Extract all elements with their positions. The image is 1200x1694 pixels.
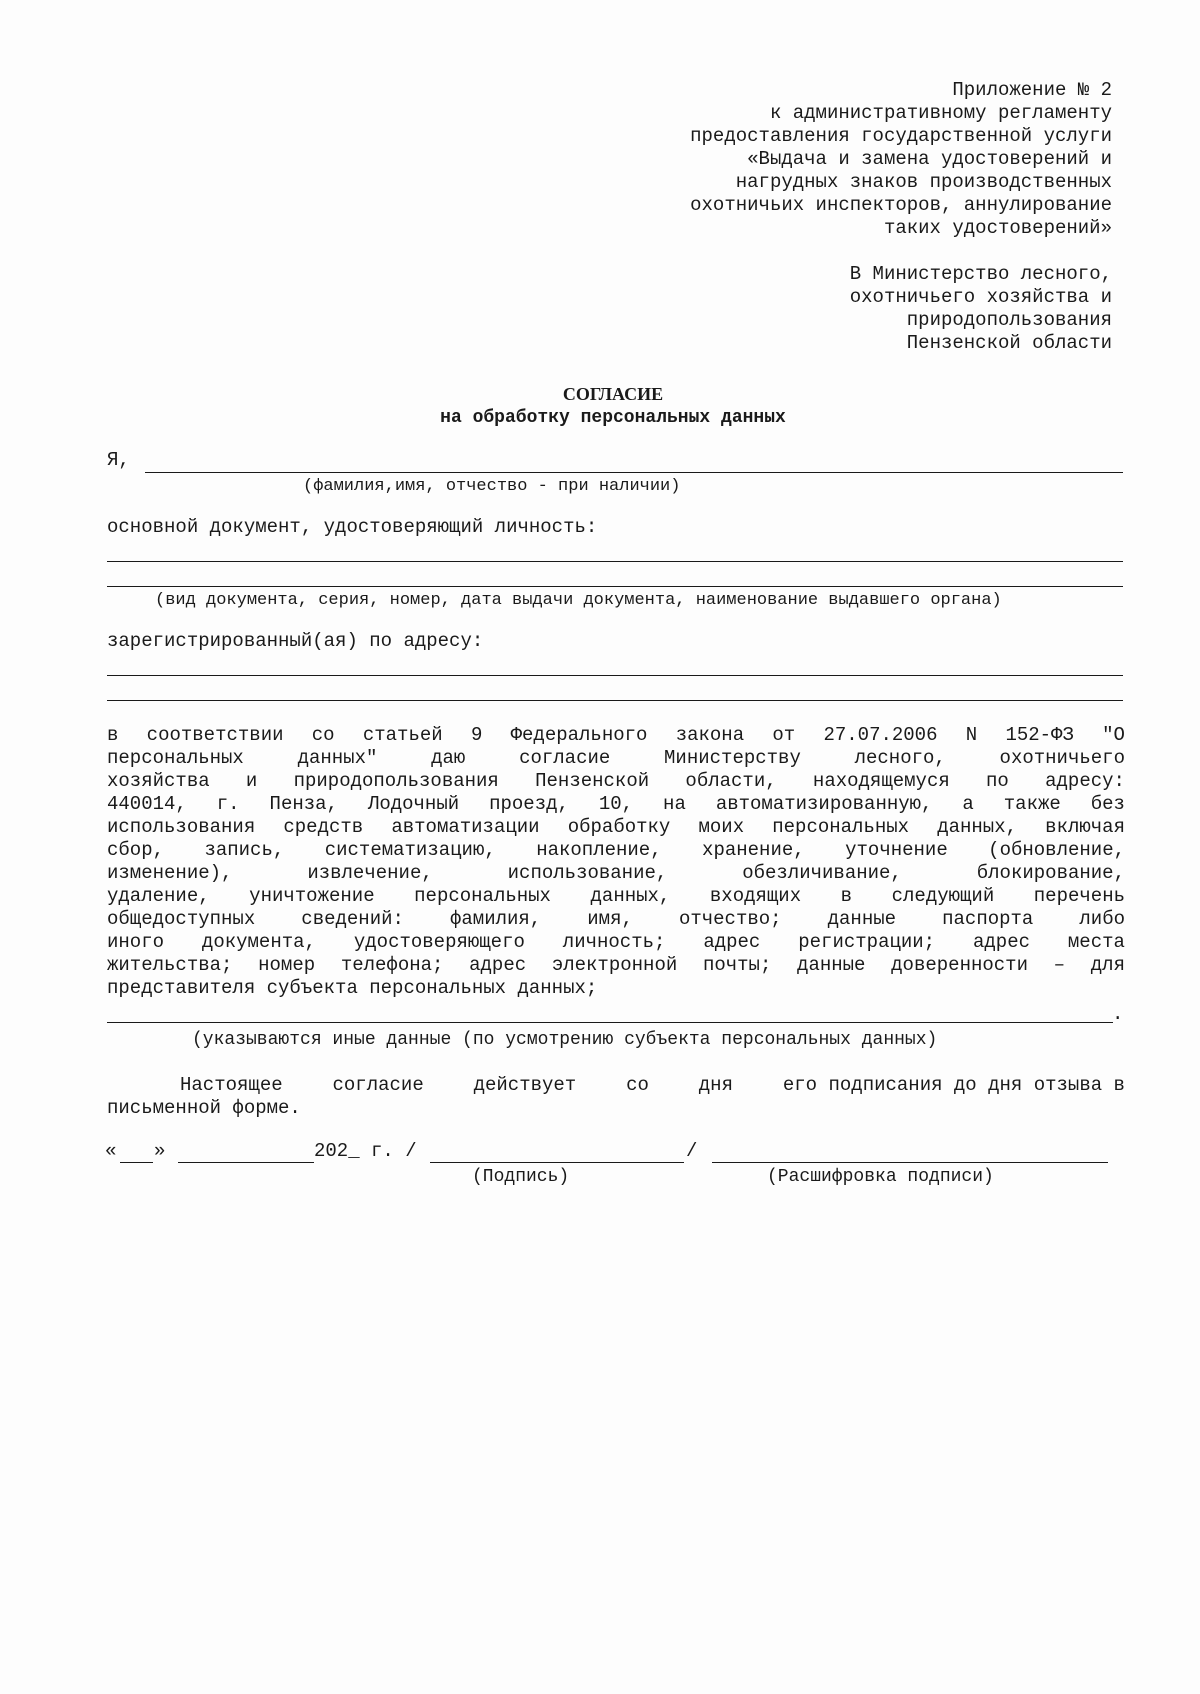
paragraph-word: использование, bbox=[507, 862, 668, 884]
paragraph-word: запись, bbox=[204, 839, 285, 861]
paragraph-last-text: представителя субъекта персональных данных; bbox=[107, 977, 598, 999]
paragraph-word: закона bbox=[675, 724, 745, 746]
paragraph-word: накопление, bbox=[536, 839, 662, 861]
paragraph-line bbox=[107, 931, 1125, 954]
paragraph-word: места bbox=[1067, 931, 1125, 953]
other-data-end: . bbox=[1112, 1003, 1124, 1025]
paragraph-word: без bbox=[1090, 793, 1125, 815]
validity-line: Настоящее согласие действует со дня его подписания до дня отзыва в bbox=[180, 1074, 1125, 1096]
header-line: к административному регламенту bbox=[769, 102, 1112, 124]
paragraph-line bbox=[107, 770, 1125, 793]
paragraph-line bbox=[107, 954, 1125, 977]
paragraph-word: удаление, bbox=[107, 885, 210, 907]
signature-slash: / bbox=[686, 1140, 698, 1162]
paragraph-word: блокирование, bbox=[976, 862, 1125, 884]
paragraph-word: автоматизации bbox=[391, 816, 540, 838]
paragraph-word: иного bbox=[107, 931, 165, 953]
paragraph-word: использования bbox=[107, 816, 256, 838]
address-field-line-2[interactable] bbox=[107, 700, 1123, 701]
paragraph-line bbox=[107, 862, 1125, 885]
paragraph-word: согласие bbox=[519, 747, 611, 769]
paragraph-line bbox=[107, 977, 1125, 1000]
paragraph-line bbox=[107, 793, 1125, 816]
name-hint: (фамилия,имя, отчество - при наличии) bbox=[303, 477, 681, 496]
doc-label: основной документ, удостоверяющий личность: bbox=[107, 516, 598, 538]
paragraph-word: почты; bbox=[702, 954, 772, 976]
header-line: Приложение № 2 bbox=[952, 79, 1112, 101]
doc-field-line-1[interactable] bbox=[107, 561, 1123, 562]
paragraph-word: автоматизированную, bbox=[715, 793, 933, 815]
paragraph-word: данных, bbox=[937, 816, 1018, 838]
validity-line: письменной форме. bbox=[107, 1097, 301, 1119]
signature-hint: (Подпись) bbox=[472, 1167, 570, 1187]
paragraph-word: адрес bbox=[703, 931, 761, 953]
paragraph-word: личность; bbox=[562, 931, 666, 953]
addressee-line: Пензенской области bbox=[906, 332, 1112, 354]
paragraph-word: перечень bbox=[1033, 885, 1125, 907]
paragraph-line bbox=[107, 724, 1125, 747]
header-line: «Выдача и замена удостоверений и bbox=[747, 148, 1112, 170]
addressee-line: охотничьего хозяйства и bbox=[849, 286, 1112, 308]
paragraph-word: следующий bbox=[891, 885, 995, 907]
paragraph-word: документа, bbox=[201, 931, 316, 953]
document-title: СОГЛАСИЕ bbox=[562, 384, 664, 404]
paragraph-word: на bbox=[663, 793, 686, 815]
paragraph-word: сбор, bbox=[107, 839, 165, 861]
header-line: нагрудных знаков производственных bbox=[735, 171, 1112, 193]
address-field-line-1[interactable] bbox=[107, 675, 1123, 676]
paragraph-word: имя, bbox=[587, 908, 633, 930]
paragraph-word: "О bbox=[1102, 724, 1125, 746]
paragraph-word: Пензенской bbox=[535, 770, 650, 792]
paragraph-word: телефона; bbox=[340, 954, 444, 976]
paragraph-word: моих bbox=[698, 816, 745, 838]
paragraph-word: данных, bbox=[590, 885, 671, 907]
name-field-line[interactable] bbox=[145, 472, 1123, 473]
paragraph-word: извлечение, bbox=[307, 862, 433, 884]
paragraph-word: 440014, bbox=[107, 793, 187, 815]
addressee-block bbox=[850, 263, 1112, 355]
paragraph-word: электронной bbox=[551, 954, 678, 976]
i-label: Я, bbox=[107, 449, 130, 471]
date-day-line[interactable] bbox=[120, 1162, 153, 1163]
paragraph-word: либо bbox=[1079, 908, 1125, 930]
header-line: предоставления государственной услуги bbox=[690, 125, 1112, 147]
paragraph-word: номер bbox=[258, 954, 316, 976]
paragraph-word: Федерального bbox=[510, 724, 648, 746]
paragraph-word: общедоступных bbox=[107, 908, 256, 930]
paragraph-word: (обновление, bbox=[988, 839, 1125, 861]
paragraph-word: удостоверяющего bbox=[353, 931, 525, 953]
addressee-line: природопользования bbox=[906, 309, 1112, 331]
date-month-line[interactable] bbox=[178, 1162, 314, 1163]
paragraph-word: включая bbox=[1045, 816, 1125, 838]
document-subtitle: на обработку персональных данных bbox=[440, 408, 786, 428]
paragraph-word: адрес bbox=[469, 954, 527, 976]
paragraph-word: данные bbox=[797, 954, 866, 976]
paragraph-word: паспорта bbox=[942, 908, 1034, 930]
paragraph-line bbox=[107, 816, 1125, 839]
paragraph-word: уничтожение bbox=[249, 885, 375, 907]
paragraph-word: уточнение bbox=[845, 839, 948, 861]
paragraph-word: персональных bbox=[107, 747, 244, 769]
decode-line[interactable] bbox=[712, 1162, 1108, 1163]
consent-paragraph bbox=[107, 724, 1125, 1000]
paragraph-word: хранение, bbox=[702, 839, 805, 861]
paragraph-word: сведений: bbox=[301, 908, 404, 930]
paragraph-word: 10, bbox=[598, 793, 634, 815]
paragraph-word: N bbox=[965, 724, 978, 746]
paragraph-word: данных" bbox=[297, 747, 378, 769]
paragraph-word: адресу: bbox=[1045, 770, 1125, 792]
paragraph-line bbox=[107, 747, 1125, 770]
date-close-quote: » bbox=[154, 1140, 166, 1162]
paragraph-word: даю bbox=[431, 747, 466, 769]
decode-hint: (Расшифровка подписи) bbox=[767, 1167, 994, 1187]
paragraph-word: доверенности bbox=[891, 954, 1028, 976]
paragraph-word: по bbox=[986, 770, 1009, 792]
paragraph-word: соответствии bbox=[146, 724, 284, 746]
paragraph-line bbox=[107, 839, 1125, 862]
signature-line[interactable] bbox=[430, 1162, 684, 1163]
paragraph-word: 27.07.2006 bbox=[823, 724, 938, 746]
header-line: таких удостоверений» bbox=[883, 217, 1112, 239]
appendix-header bbox=[690, 79, 1112, 240]
paragraph-word: Министерству bbox=[664, 747, 801, 769]
paragraph-word: средств bbox=[283, 816, 364, 838]
paragraph-word: г. bbox=[216, 793, 240, 815]
validity-paragraph bbox=[107, 1074, 1125, 1120]
paragraph-word: – bbox=[1053, 954, 1066, 976]
paragraph-word: природопользования bbox=[293, 770, 499, 792]
header-line: охотничьих инспекторов, аннулирование bbox=[690, 194, 1112, 216]
paragraph-word: Лодочный bbox=[367, 793, 460, 815]
paragraph-word: 152-ФЗ bbox=[1005, 724, 1074, 746]
paragraph-word: находящемуся bbox=[812, 770, 950, 792]
doc-hint: (вид документа, серия, номер, дата выдачи документа, наименование выдавшего органа) bbox=[155, 591, 1002, 610]
paragraph-word: 9 bbox=[470, 724, 483, 746]
paragraph-word: персональных bbox=[414, 885, 551, 907]
address-label: зарегистрированный(ая) по адресу: bbox=[107, 630, 484, 652]
paragraph-word: обработку bbox=[567, 816, 671, 838]
paragraph-word: отчество; bbox=[678, 908, 782, 930]
year-label: 202_ г. / bbox=[314, 1140, 417, 1162]
paragraph-line bbox=[107, 885, 1125, 908]
paragraph-word: обезличивание, bbox=[742, 862, 902, 884]
paragraph-word: систематизацию, bbox=[324, 839, 496, 861]
paragraph-word: от bbox=[772, 724, 796, 746]
paragraph-word: изменение), bbox=[107, 862, 233, 884]
other-data-hint: (указываются иные данные (по усмотрению субъекта персональных данных) bbox=[192, 1030, 938, 1050]
paragraph-word: также bbox=[1003, 793, 1061, 815]
paragraph-word: фамилия, bbox=[449, 908, 542, 930]
paragraph-word: персональных bbox=[772, 816, 910, 838]
addressee-line: В Министерство лесного, bbox=[849, 263, 1112, 285]
paragraph-word: статьей bbox=[362, 724, 443, 746]
date-open-quote: « bbox=[105, 1140, 117, 1162]
doc-field-line-2[interactable] bbox=[107, 586, 1123, 587]
paragraph-line bbox=[107, 908, 1125, 931]
paragraph-word: лесного, bbox=[854, 747, 946, 769]
paragraph-word: данные bbox=[827, 908, 897, 930]
paragraph-word: области, bbox=[685, 770, 777, 792]
paragraph-word: охотничьего bbox=[999, 747, 1125, 769]
paragraph-word: а bbox=[962, 793, 974, 815]
other-data-line[interactable] bbox=[107, 1022, 1113, 1023]
paragraph-word: регистрации; bbox=[798, 931, 936, 953]
paragraph-word: проезд, bbox=[489, 793, 569, 815]
paragraph-word: адрес bbox=[972, 931, 1030, 953]
paragraph-word: в bbox=[107, 724, 119, 746]
paragraph-word: в bbox=[840, 885, 853, 907]
paragraph-word: для bbox=[1090, 954, 1125, 976]
paragraph-word: со bbox=[311, 724, 335, 746]
paragraph-word: жительства; bbox=[107, 954, 233, 976]
paragraph-word: Пенза, bbox=[269, 793, 338, 815]
paragraph-word: хозяйства bbox=[107, 770, 210, 792]
paragraph-word: и bbox=[245, 770, 258, 792]
paragraph-word: входящих bbox=[709, 885, 802, 907]
